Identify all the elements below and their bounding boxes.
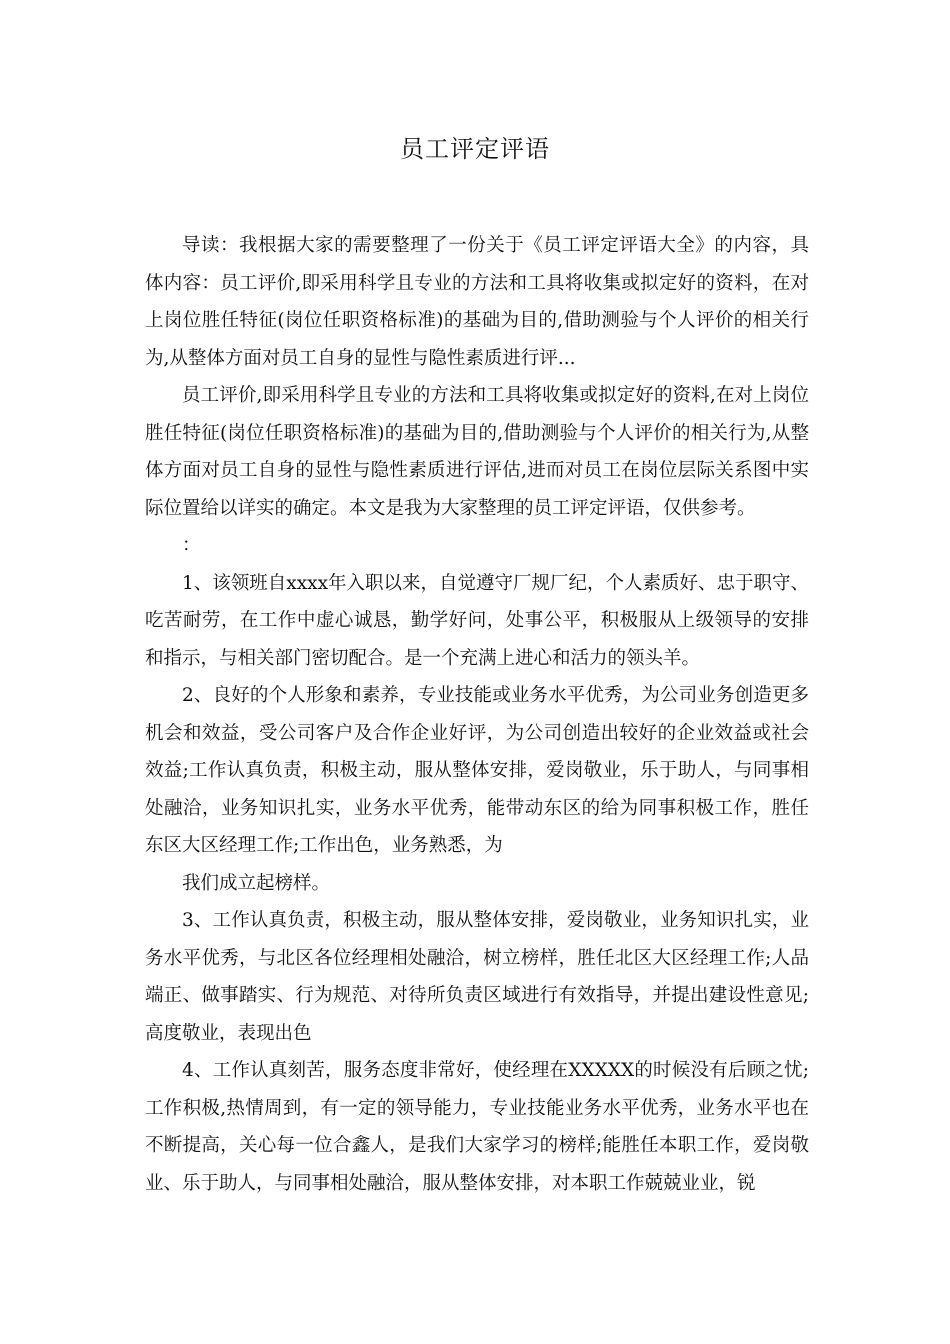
paragraph-item-2-continued: 我们成立起榜样。 [182,872,331,894]
paragraph-item-4: 4、工作认真刻苦，服务态度非常好，使经理在XXXXX的时候没有后顾之忧;工作积极,热情周到，有一定的领导能力，专业技能业务水平优秀，业务水平也在不断提高，关心每一位合鑫人，是我们大家学习的榜样;能胜任本职工作，爱岗敬业、乐于助人，与同事相处融洽，服从整体安排，对本职工作兢兢业业，锐 [145,1060,809,1194]
paragraph-item-3: 3、工作认真负责，积极主动，服从整体安排，爱岗敬业，业务知识扎实，业务水平优秀，与北区各位经理相处融洽，树立榜样，胜任北区大区经理工作;人品端正、做事踏实、行为规范、对待所负责区域进行有效指导，并提出建设性意见;高度敬业，表现出色 [145,910,809,1044]
paragraph-summary: 员工评价,即采用科学且专业的方法和工具将收集或拟定好的资料,在对上岗位胜任特征(岗位任职资格标准)的基础为目的,借助测验与个人评价的相关行为,从整体方面对员工自身的显性与隐性素质进行评估,进而对员工在岗位层际关系图中实际位置给以详实的确定。本文是我为大家整理的员工评定评语，仅供参考。 [145,385,809,519]
paragraph-colon: ： [182,535,201,556]
paragraph-intro: 导读：我根据大家的需要整理了一份关于《员工评定评语大全》的内容，具体内容：员工评价,即采用科学且专业的方法和工具将收集或拟定好的资料，在对上岗位胜任特征(岗位任职资格标准)的基础为目的,借助测验与个人评价的相关行为,从整体方面对员工自身的显性与隐性素质进行评... [145,235,809,369]
paragraph-item-1: 1、该领班自xxxx年入职以来，自觉遵守厂规厂纪，个人素质好、忠于职守、吃苦耐劳，在工作中虚心诚恳，勤学好问，处事公平，积极服从上级领导的安排和指示，与相关部门密切配合。是一个充满上进心和活力的领头羊。 [145,572,810,669]
document-title: 员工评定评语 [400,135,550,163]
paragraph-item-2: 2、良好的个人形象和素养，专业技能或业务水平优秀，为公司业务创造更多机会和效益，受公司客户及合作企业好评，为公司创造出较好的企业效益或社会效益;工作认真负责，积极主动，服从整体安排，爱岗敬业，乐于助人，与同事相处融洽，业务知识扎实，业务水平优秀，能带动东区的给为同事积极工作，胜任东区大区经理工作;工作出色，业务熟悉，为 [145,685,809,856]
document-body [145,227,809,1202]
